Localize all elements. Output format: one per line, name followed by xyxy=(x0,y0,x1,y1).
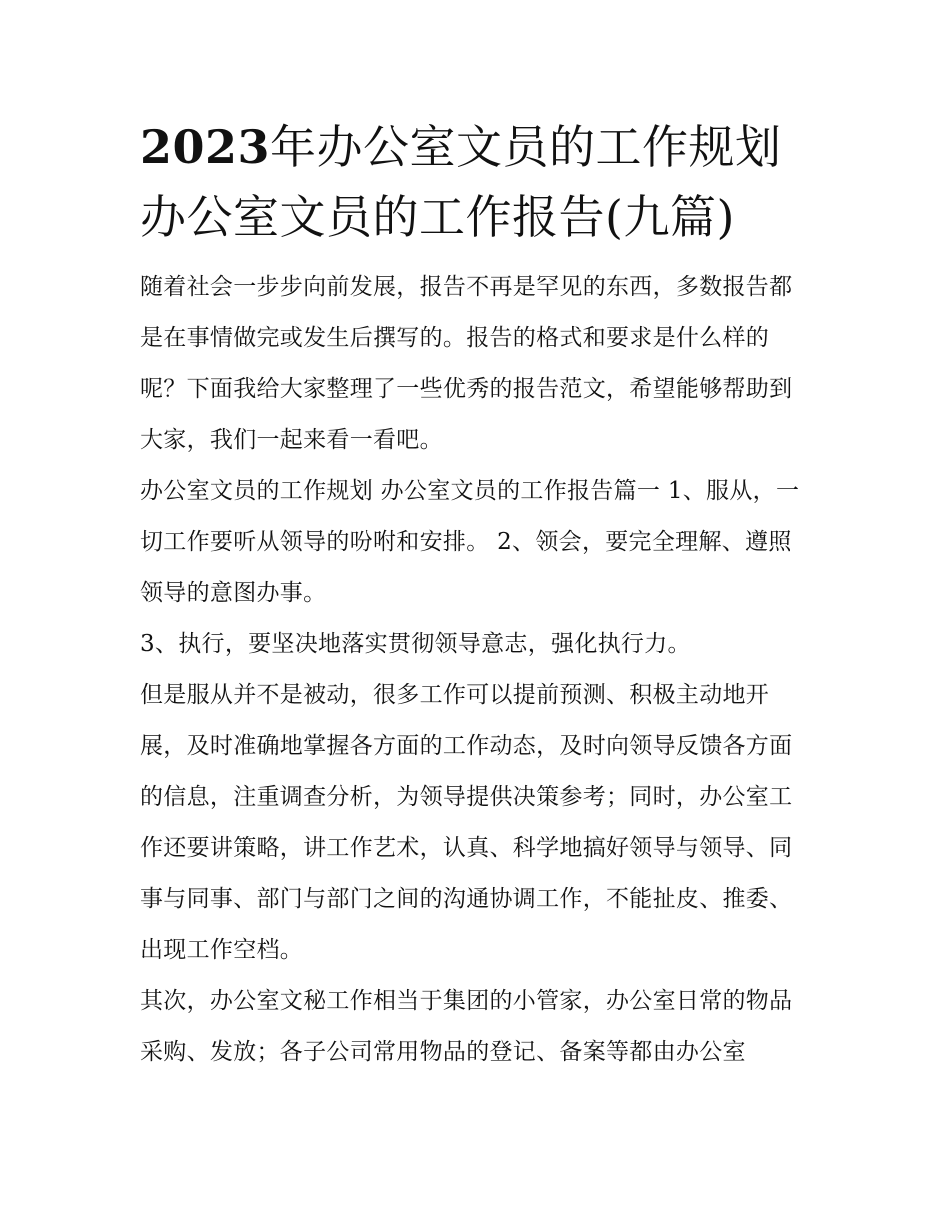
paragraph-intro: 随着社会一步步向前发展，报告不再是罕见的东西，多数报告都是在事情做完或发生后撰写的。报告的格式和要求是什么样的呢？下面我给大家整理了一些优秀的报告范文，希望能够帮助到大家，我们一起来看一看吧。 xyxy=(140,274,793,453)
title-text: 年办公室文员的工作规划 办公室文员的工作报告(九篇) xyxy=(140,120,782,244)
title-year: 2023 xyxy=(140,120,271,174)
document-page xyxy=(140,112,812,1078)
paragraph-4: 其次，办公室文秘工作相当于集团的小管家，办公室日常的物品采购、发放；各子公司常用物品的登记、备案等都由办公室 xyxy=(140,988,793,1065)
document-title xyxy=(140,112,812,252)
paragraph-3: 但是服从并不是被动，很多工作可以提前预测、积极主动地开展，及时准确地掌握各方面的工作动态，及时向领导反馈各方面的信息，注重调查分析，为领导提供决策参考；同时，办公室工作还要讲策略，讲工作艺术，认真、科学地搞好领导与领导、同事与同事、部门与部门之间的沟通协调工作，不能扯皮、推委、出现工作空档。 xyxy=(140,682,793,963)
paragraph-1: 办公室文员的工作规划 办公室文员的工作报告篇一 1、服从，一切工作要听从领导的吩咐和安排。 2、领会，要完全理解、遵照领导的意图办事。 xyxy=(140,478,800,606)
paragraph-2: 3、执行，要坚决地落实贯彻领导意志，强化执行力。 xyxy=(140,631,691,657)
